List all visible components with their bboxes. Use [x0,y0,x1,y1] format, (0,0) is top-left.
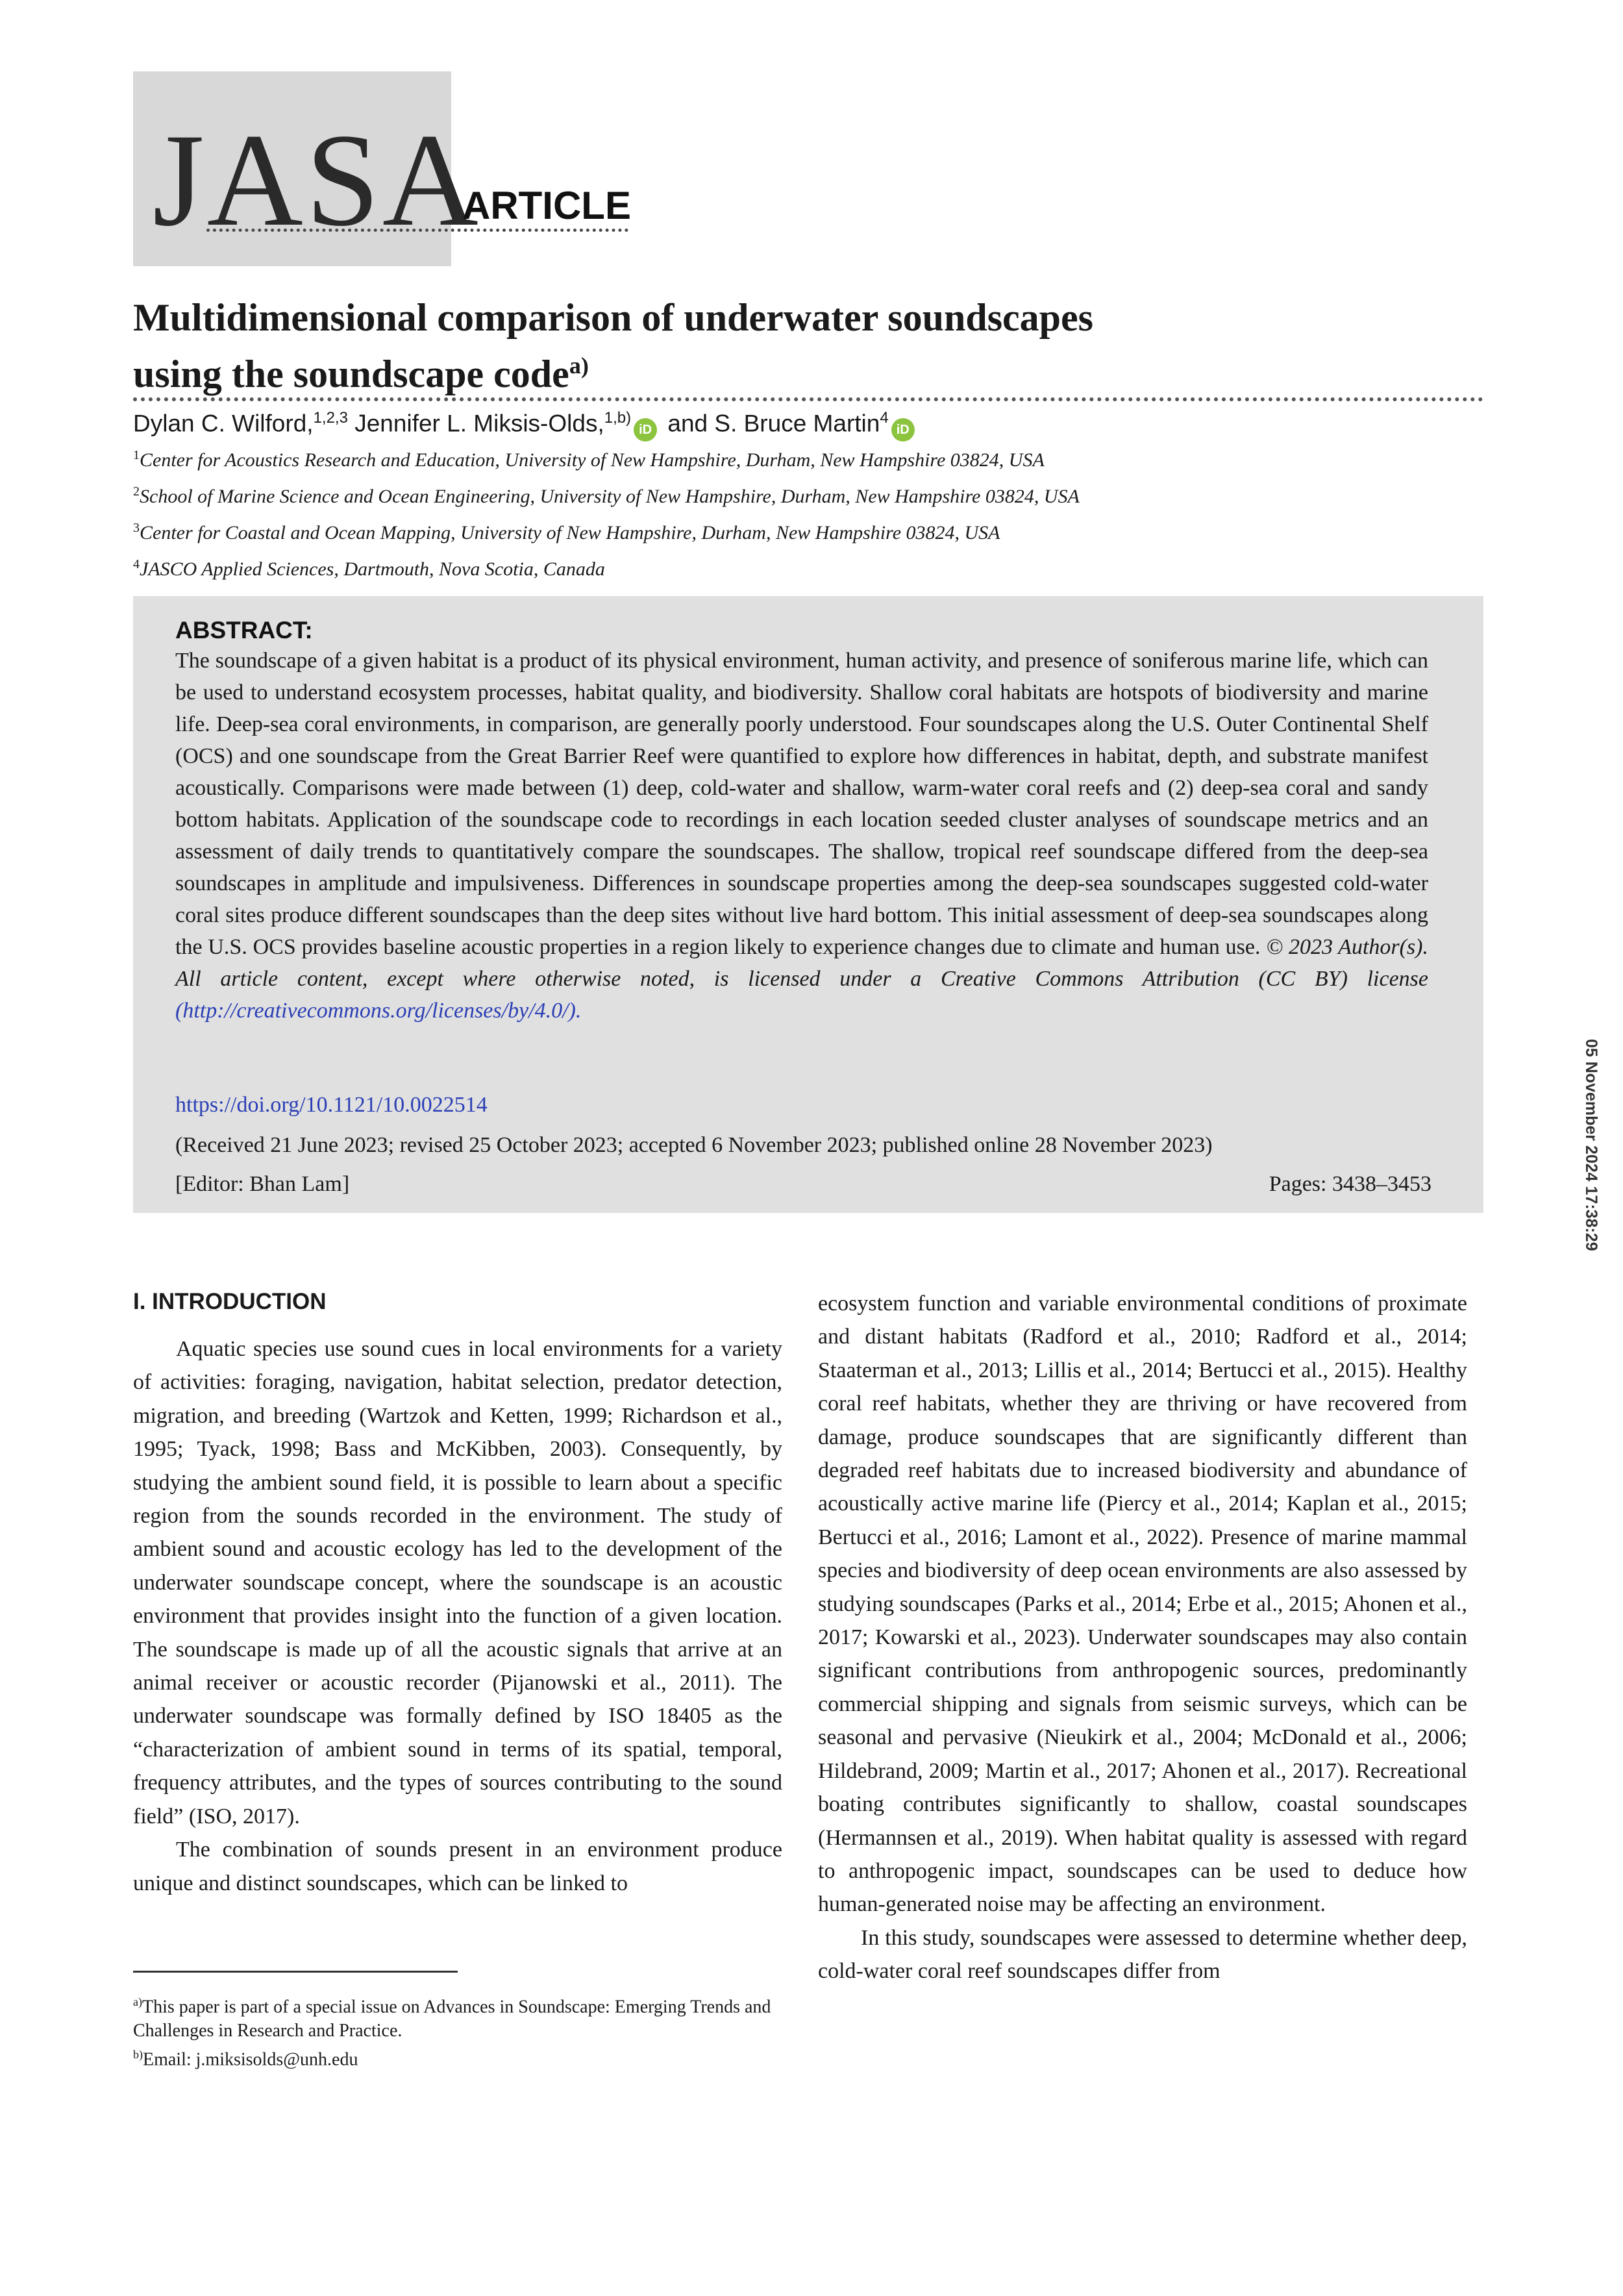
title-line-2: using the soundscape code$^{a)}$ [133,353,589,395]
intro-paragraph-2: The combination of sounds present in an environment produce unique and distinct soundscapes, which can be linked to [133,1838,782,1895]
footnotes [133,1990,782,2072]
journal-logo: JASA [153,106,481,254]
paper-title [133,293,1496,398]
affiliation-1: $^1$Center for Acoustics Research and Education, University of New Hampshire, Durham, New Hampshire 03824, USA [133,448,1045,471]
footnote-a: $^{a)}$This paper is part of a special issue on Advances in Soundscape: Emerging Trends and Challenges in Research and Practice. [133,1995,771,2041]
author-3: and S. Bruce Martin [667,410,880,437]
orcid-icon[interactable]: iD [891,418,915,442]
title-note-marker[interactable]: a) [569,353,589,379]
author-2-affil: 1,b) [604,409,632,427]
title-dotted-rule [133,397,1483,401]
license-statement: © 2023 Author(s). All article content, except where otherwise noted, is licensed under a Creative Commons Attribution (CC BY) license [175,935,1428,991]
footnote-b: $^{b)}$Email: j.miksisolds@unh.edu [133,2048,358,2070]
received-dates: (Received 21 June 2023; revised 25 October 2023; accepted 6 November 2023; published online 28 November 2023) [175,1133,1213,1157]
affiliation-4: $^4$JASCO Applied Sciences, Dartmouth, Nova Scotia, Canada [133,557,605,580]
author-2: Jennifer L. Miksis-Olds, [354,410,604,437]
article-type-label: ARTICLE [462,184,631,227]
right-column [818,1287,1467,1988]
title-line-1: Multidimensional comparison of underwater soundscapes [133,296,1094,339]
abstract-heading: ABSTRACT: [175,617,313,643]
intro-paragraph-1: Aquatic species use sound cues in local environments for a variety of activities: foraging, navigation, habitat selection, predator detection, migration, and breeding (Wartzok and Ketten, 1999; Richardson et al., 1995; Tyack, 1998; Bass and McKibben, 2003). Consequently, by studying the ambient sound field, it is possible to learn about a specific region from the sounds recorded in the environment. The study of ambient sound and acoustic ecology has led to the development of the underwater soundscape concept, where the soundscape is an acoustic environment that provides insight into the function of a given location. The soundscape is made up of all the acoustic signals that arrive at an animal receiver or acoustic recorder (Pijanowski et al., 2011). The underwater soundscape was formally defined by ISO 18405 as the “characterization of ambient sound in terms of its spatial, temporal, frequency attributes, and the types of sources contributing to the sound field” (ISO, 2017). [133,1337,782,1828]
left-column [133,1332,782,1900]
footnote-rule [133,1971,458,1973]
affiliation-2: $^2$School of Marine Science and Ocean Engineering, University of New Hampshire, Durham, New Hampshire 03824, USA [133,484,1080,507]
doi-link[interactable]: https://doi.org/10.1121/10.0022514 [175,1093,488,1117]
abstract-body: The soundscape of a given habitat is a product of its physical environment, human activity, and presence of soniferous marine life, which can be used to understand ecosystem processes, habitat quality, and biodiversity. Shallow coral habitats are hotspots of biodiversity and marine life. Deep-sea coral environments, in comparison, are generally poorly understood. Four soundscapes along the U.S. Outer Continental Shelf (OCS) and one soundscape from the Great Barrier Reef were quantified to explore how differences in habitat, depth, and substrate manifest acoustically. Comparisons were made between (1) deep, cold-water and shallow, warm-water coral reefs and (2) deep-sea coral and sandy bottom habitats. Application of the soundscape code to recordings in each location seeded cluster analyses of soundscape metrics and an assessment of daily trends to quantitatively compare the soundscapes. The shallow, tropical reef soundscape differed from the deep-sea soundscapes in amplitude and impulsiveness. Differences in soundscape properties among the deep-sea soundscapes suggested cold-water coral sites produce different soundscapes than the deep sites without live hard bottom. This initial assessment of deep-sea soundscapes along the U.S. OCS provides baseline acoustic properties in a region likely to experience changes due to climate and human use. [175,649,1428,959]
intro-paragraph-3: ecosystem function and variable environmental conditions of proximate and distant habitats (Radford et al., 2010; Radford et al., 2014; Staaterman et al., 2013; Lillis et al., 2014; Bertucci et al., 2015). Healthy coral reef habitats, whether they are thriving or have recovered from damage, produce soundscapes that are significantly different than degraded reef habitats due to increased biodiversity and abundance of acoustically active marine life (Piercy et al., 2014; Kaplan et al., 2015; Bertucci et al., 2016; Lamont et al., 2022). Presence of marine mammal species and biodiversity of deep ocean environments are also assessed by studying soundscapes (Parks et al., 2014; Erbe et al., 2015; Ahonen et al., 2017; Kowarski et al., 2023). Underwater soundscapes may also contain significant contributions from anthropogenic sources, predominantly commercial shipping and signals from seismic surveys, which can be seasonal and pervasive (Nieukirk et al., 2004; McDonald et al., 2006; Hildebrand, 2009; Martin et al., 2017; Ahonen et al., 2017). Recreational boating contributes significantly to shallow, coastal soundscapes (Hermannsen et al., 2019). When habitat quality is assessed with regard to anthropogenic impact, soundscapes can be used to deduce how human-generated noise may be affecting an environment. [818,1292,1467,1917]
section-heading: I. INTRODUCTION [133,1289,327,1314]
affiliation-3: $^3$Center for Coastal and Ocean Mapping, University of New Hampshire, Durham, New Hampshire 03824, USA [133,521,1000,543]
author-3-affil: 4 [880,409,889,427]
author-1: Dylan C. Wilford, [133,410,314,437]
intro-paragraph-4: In this study, soundscapes were assessed to determine whether deep, cold-water coral reef soundscapes differ from [818,1925,1467,1984]
logo-dotted-rule [206,229,628,232]
download-timestamp: 05 November 2024 17:38:29 [1582,1039,1600,1251]
author-1-affil: 1,2,3 [313,409,348,427]
page-range: Pages: 3438–3453 [1269,1172,1431,1196]
license-link[interactable]: (http://creativecommons.org/licenses/by/4.0/). [175,999,582,1023]
author-list [133,409,919,442]
abstract-text [175,645,1428,1027]
editor-line: [Editor: Bhan Lam] [175,1172,350,1196]
orcid-icon[interactable]: iD [634,418,657,442]
